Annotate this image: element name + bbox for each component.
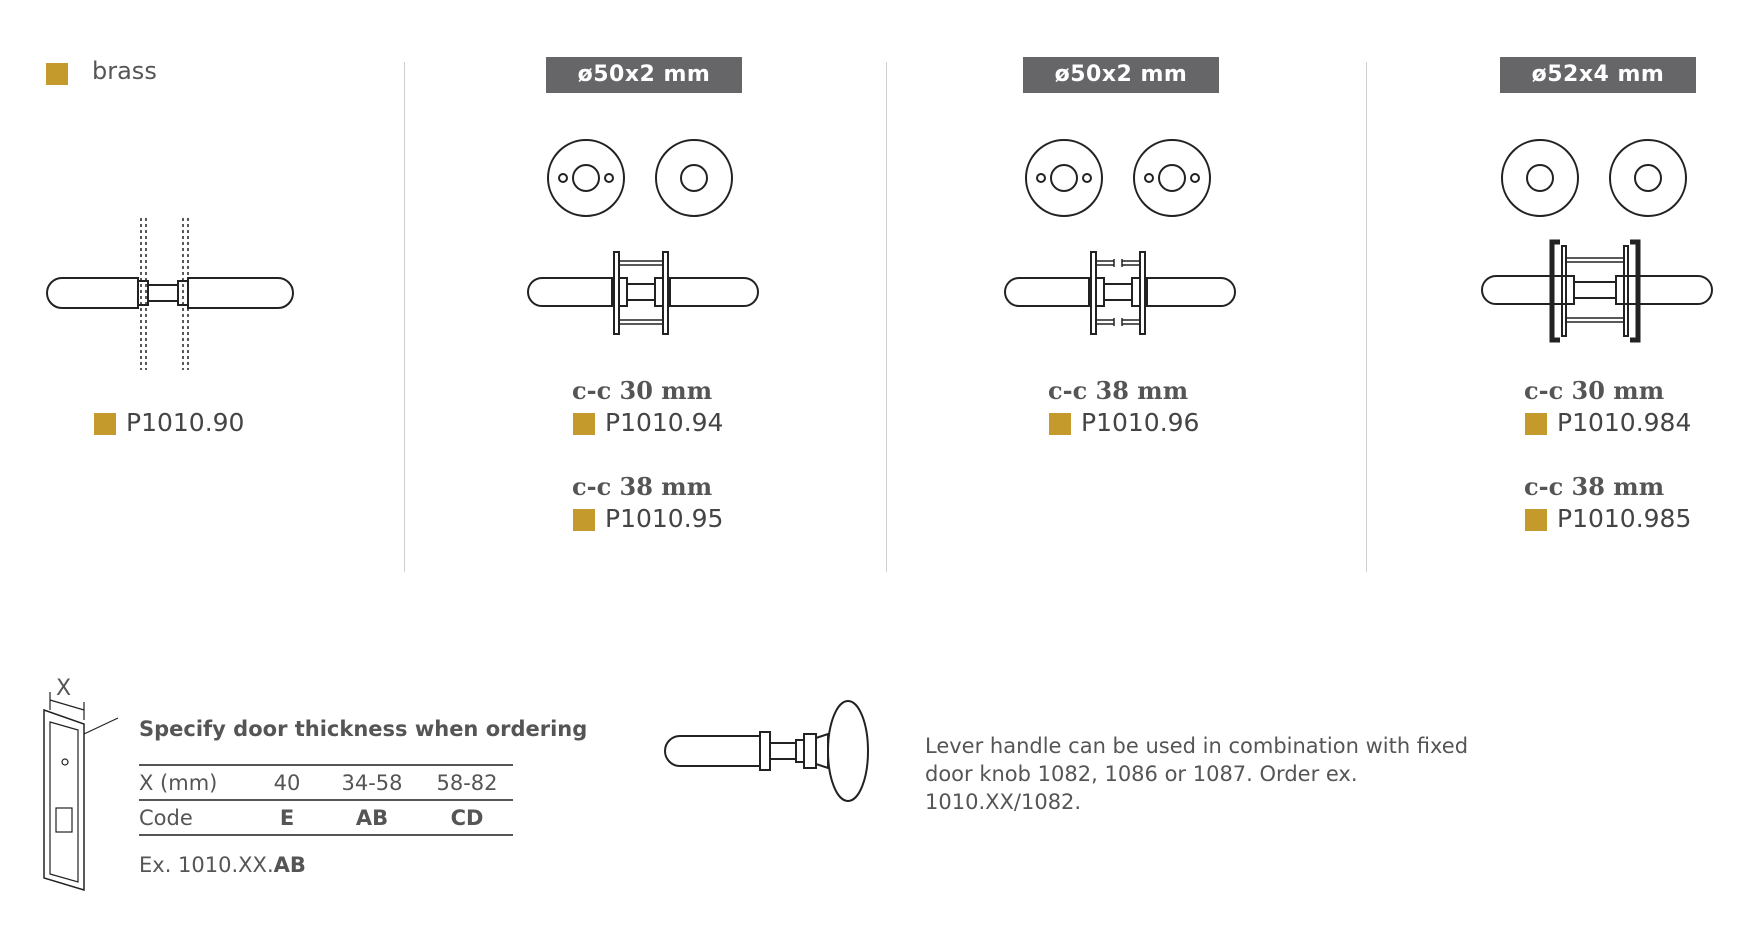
cc-distance: c-c 30 mm: [1524, 376, 1665, 405]
order-example-prefix: Ex. 1010.XX.: [139, 853, 274, 877]
product-code: P1010.94: [605, 408, 724, 437]
lever-knob-drawing: [662, 698, 902, 808]
dimension-x-label: X: [56, 676, 72, 701]
product-code: P1010.95: [605, 504, 724, 533]
table-cell: 34-58: [341, 770, 403, 795]
cc-distance: c-c 30 mm: [572, 376, 713, 405]
column-divider: [1366, 62, 1367, 572]
handle-drawing: [1478, 240, 1718, 344]
table-cell: 40: [273, 770, 301, 795]
thickness-title: Specify door thickness when ordering: [139, 717, 588, 741]
handle-drawing: [40, 210, 300, 380]
order-example-code: AB: [273, 853, 306, 877]
thickness-table: [139, 764, 513, 836]
table-row: [139, 800, 513, 835]
brass-swatch: [573, 413, 595, 435]
table-row: [139, 765, 513, 800]
table-cell: Code: [139, 805, 193, 830]
brass-swatch: [1049, 413, 1071, 435]
column-divider: [886, 62, 887, 572]
rosette-dimension-label: ø52x4 mm: [1500, 57, 1696, 93]
rosette-drawing: [546, 138, 746, 222]
brass-swatch: [94, 413, 116, 435]
brass-swatch: [46, 63, 68, 85]
rosette-dimension-label: ø50x2 mm: [546, 57, 742, 93]
column-divider: [404, 62, 405, 572]
rosette-dimension-label: ø50x2 mm: [1023, 57, 1219, 93]
cc-distance: c-c 38 mm: [572, 472, 713, 501]
product-code: P1010.985: [1557, 504, 1692, 533]
brass-swatch: [1525, 413, 1547, 435]
table-cell: CD: [450, 805, 484, 830]
table-cell: AB: [355, 805, 389, 830]
brass-swatch: [573, 509, 595, 531]
table-cell: E: [279, 805, 295, 830]
product-code: P1010.90: [126, 408, 245, 437]
rosette-drawing: [1024, 138, 1224, 222]
rosette-drawing: [1500, 138, 1700, 222]
cc-distance: c-c 38 mm: [1048, 376, 1189, 405]
table-cell: X (mm): [139, 770, 218, 795]
table-cell: 58-82: [436, 770, 498, 795]
handle-drawing: [1001, 248, 1241, 338]
order-example: [139, 853, 306, 877]
handle-drawing: [524, 248, 764, 338]
product-code: P1010.96: [1081, 408, 1200, 437]
cc-distance: c-c 38 mm: [1524, 472, 1665, 501]
brass-swatch: [1525, 509, 1547, 531]
product-code: P1010.984: [1557, 408, 1692, 437]
finish-label: brass: [92, 57, 157, 85]
combination-note: Lever handle can be used in combination with fixed door knob 1082, 1086 or 1087. Order ex. 1010.XX/1082.: [925, 734, 1469, 814]
door-edge-drawing: [38, 682, 128, 892]
